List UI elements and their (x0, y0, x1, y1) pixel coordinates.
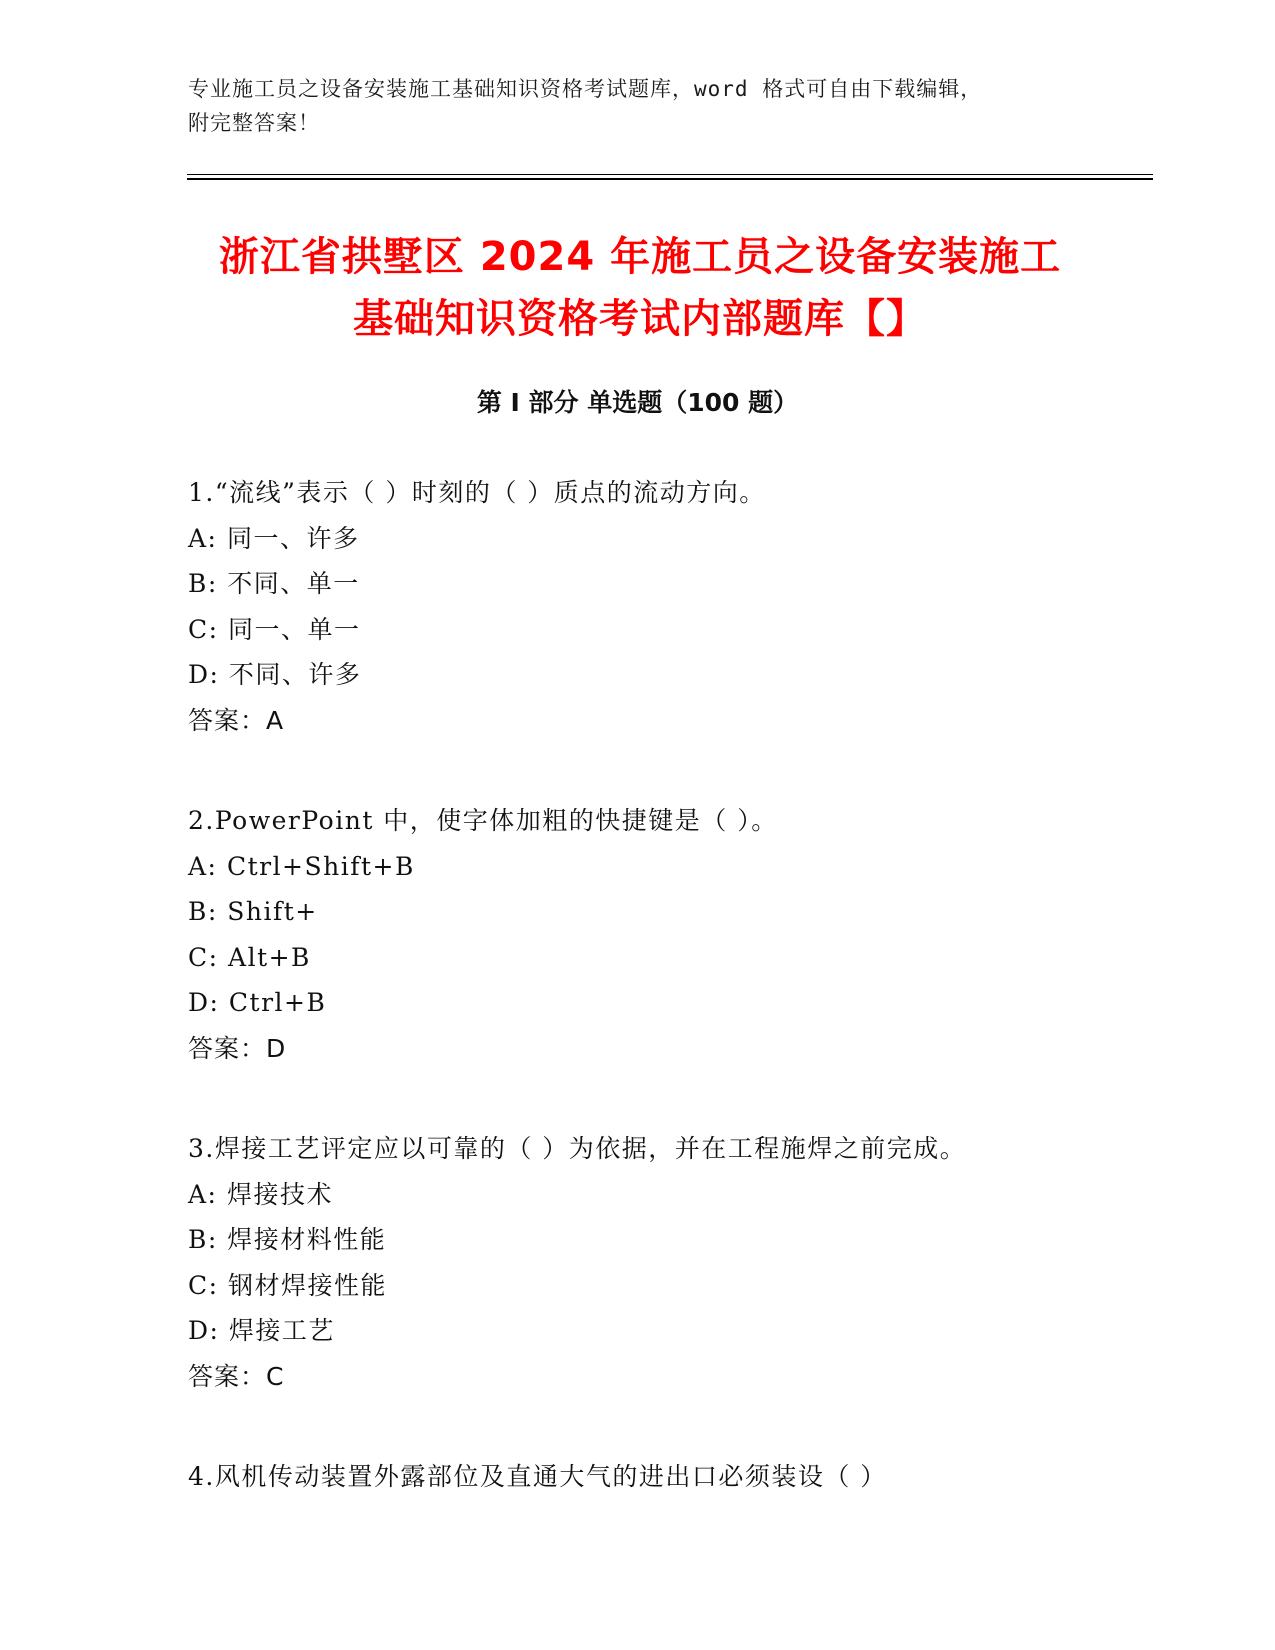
question-stem: 2.PowerPoint 中，使字体加粗的快捷键是（ ）。 (188, 806, 778, 835)
option-b (188, 1217, 1148, 1263)
option-text: Ctrl+Shift+B (226, 851, 415, 881)
option-c (188, 935, 1148, 981)
option-text: 焊接工艺 (228, 1316, 335, 1345)
section-title: 第 I 部分 单选题（100 题） (476, 388, 799, 417)
option-c (188, 1263, 1148, 1309)
option-a (188, 1172, 1148, 1218)
option-letter: C: (188, 1270, 219, 1300)
answer (188, 1354, 1148, 1400)
option-text: 焊接技术 (226, 1179, 333, 1209)
header-note-line-2: 附完整答案！ (188, 111, 320, 135)
answer-value: A (266, 705, 284, 735)
option-text: Alt+B (228, 942, 311, 972)
option-text: 钢材焊接性能 (228, 1270, 388, 1300)
option-b (188, 889, 1148, 935)
answer (188, 698, 1148, 744)
answer-label: 答案： (188, 705, 267, 735)
document-title-line-2: 基础知识资格考试内部题库【】 (353, 296, 927, 342)
question-stem: 4.风机传动装置外露部位及直通大气的进出口必须装设（ ） (188, 1462, 887, 1491)
header-divider-thick (187, 178, 1153, 180)
question-stem: 1.“流线”表示（ ）时刻的（ ）质点的流动方向。 (188, 478, 766, 507)
option-letter: D: (188, 1316, 220, 1345)
question-3 (188, 1126, 1148, 1399)
document-title (140, 226, 1140, 350)
option-text: Ctrl+B (228, 988, 327, 1017)
option-letter: C: (188, 942, 219, 972)
option-text: 焊接材料性能 (227, 1225, 387, 1254)
option-text: 同一、单一 (228, 614, 361, 644)
header-divider-thin (187, 174, 1153, 175)
option-a (188, 844, 1148, 890)
question-4 (188, 1454, 1148, 1500)
option-d (188, 1308, 1148, 1354)
option-text: 同一、许多 (226, 523, 360, 553)
answer (188, 1026, 1148, 1072)
answer-label: 答案： (188, 1361, 267, 1391)
option-letter: A: (188, 523, 218, 553)
option-letter: A: (188, 851, 218, 881)
option-letter: B: (188, 1225, 218, 1254)
document-title-line-1: 浙江省拱墅区 2024 年施工员之设备安装施工 (218, 234, 1062, 280)
option-d (188, 652, 1148, 698)
option-letter: C: (188, 614, 219, 644)
header-note-line-1: 专业施工员之设备安装施工基础知识资格考试题库，word 格式可自由下载编辑， (188, 77, 983, 101)
option-letter: A: (188, 1179, 218, 1209)
option-a (188, 516, 1148, 562)
answer-value: D (266, 1033, 286, 1063)
question-2 (188, 798, 1148, 1071)
option-letter: B: (188, 897, 218, 926)
option-c (188, 607, 1148, 653)
option-letter: D: (188, 660, 220, 689)
question-1 (188, 470, 1148, 743)
option-text: 不同、单一 (227, 569, 360, 598)
option-text: Shift+ (227, 897, 318, 926)
option-d (188, 980, 1148, 1026)
option-b (188, 561, 1148, 607)
option-letter: D: (188, 988, 220, 1017)
question-stem: 3.焊接工艺评定应以可靠的（ ）为依据，并在工程施焊之前完成。 (188, 1134, 967, 1163)
option-letter: B: (188, 569, 218, 598)
answer-label: 答案： (188, 1033, 267, 1063)
question-list (188, 470, 1148, 1555)
header-note (188, 72, 1088, 140)
answer-value: C (266, 1361, 284, 1391)
option-text: 不同、许多 (228, 660, 362, 689)
